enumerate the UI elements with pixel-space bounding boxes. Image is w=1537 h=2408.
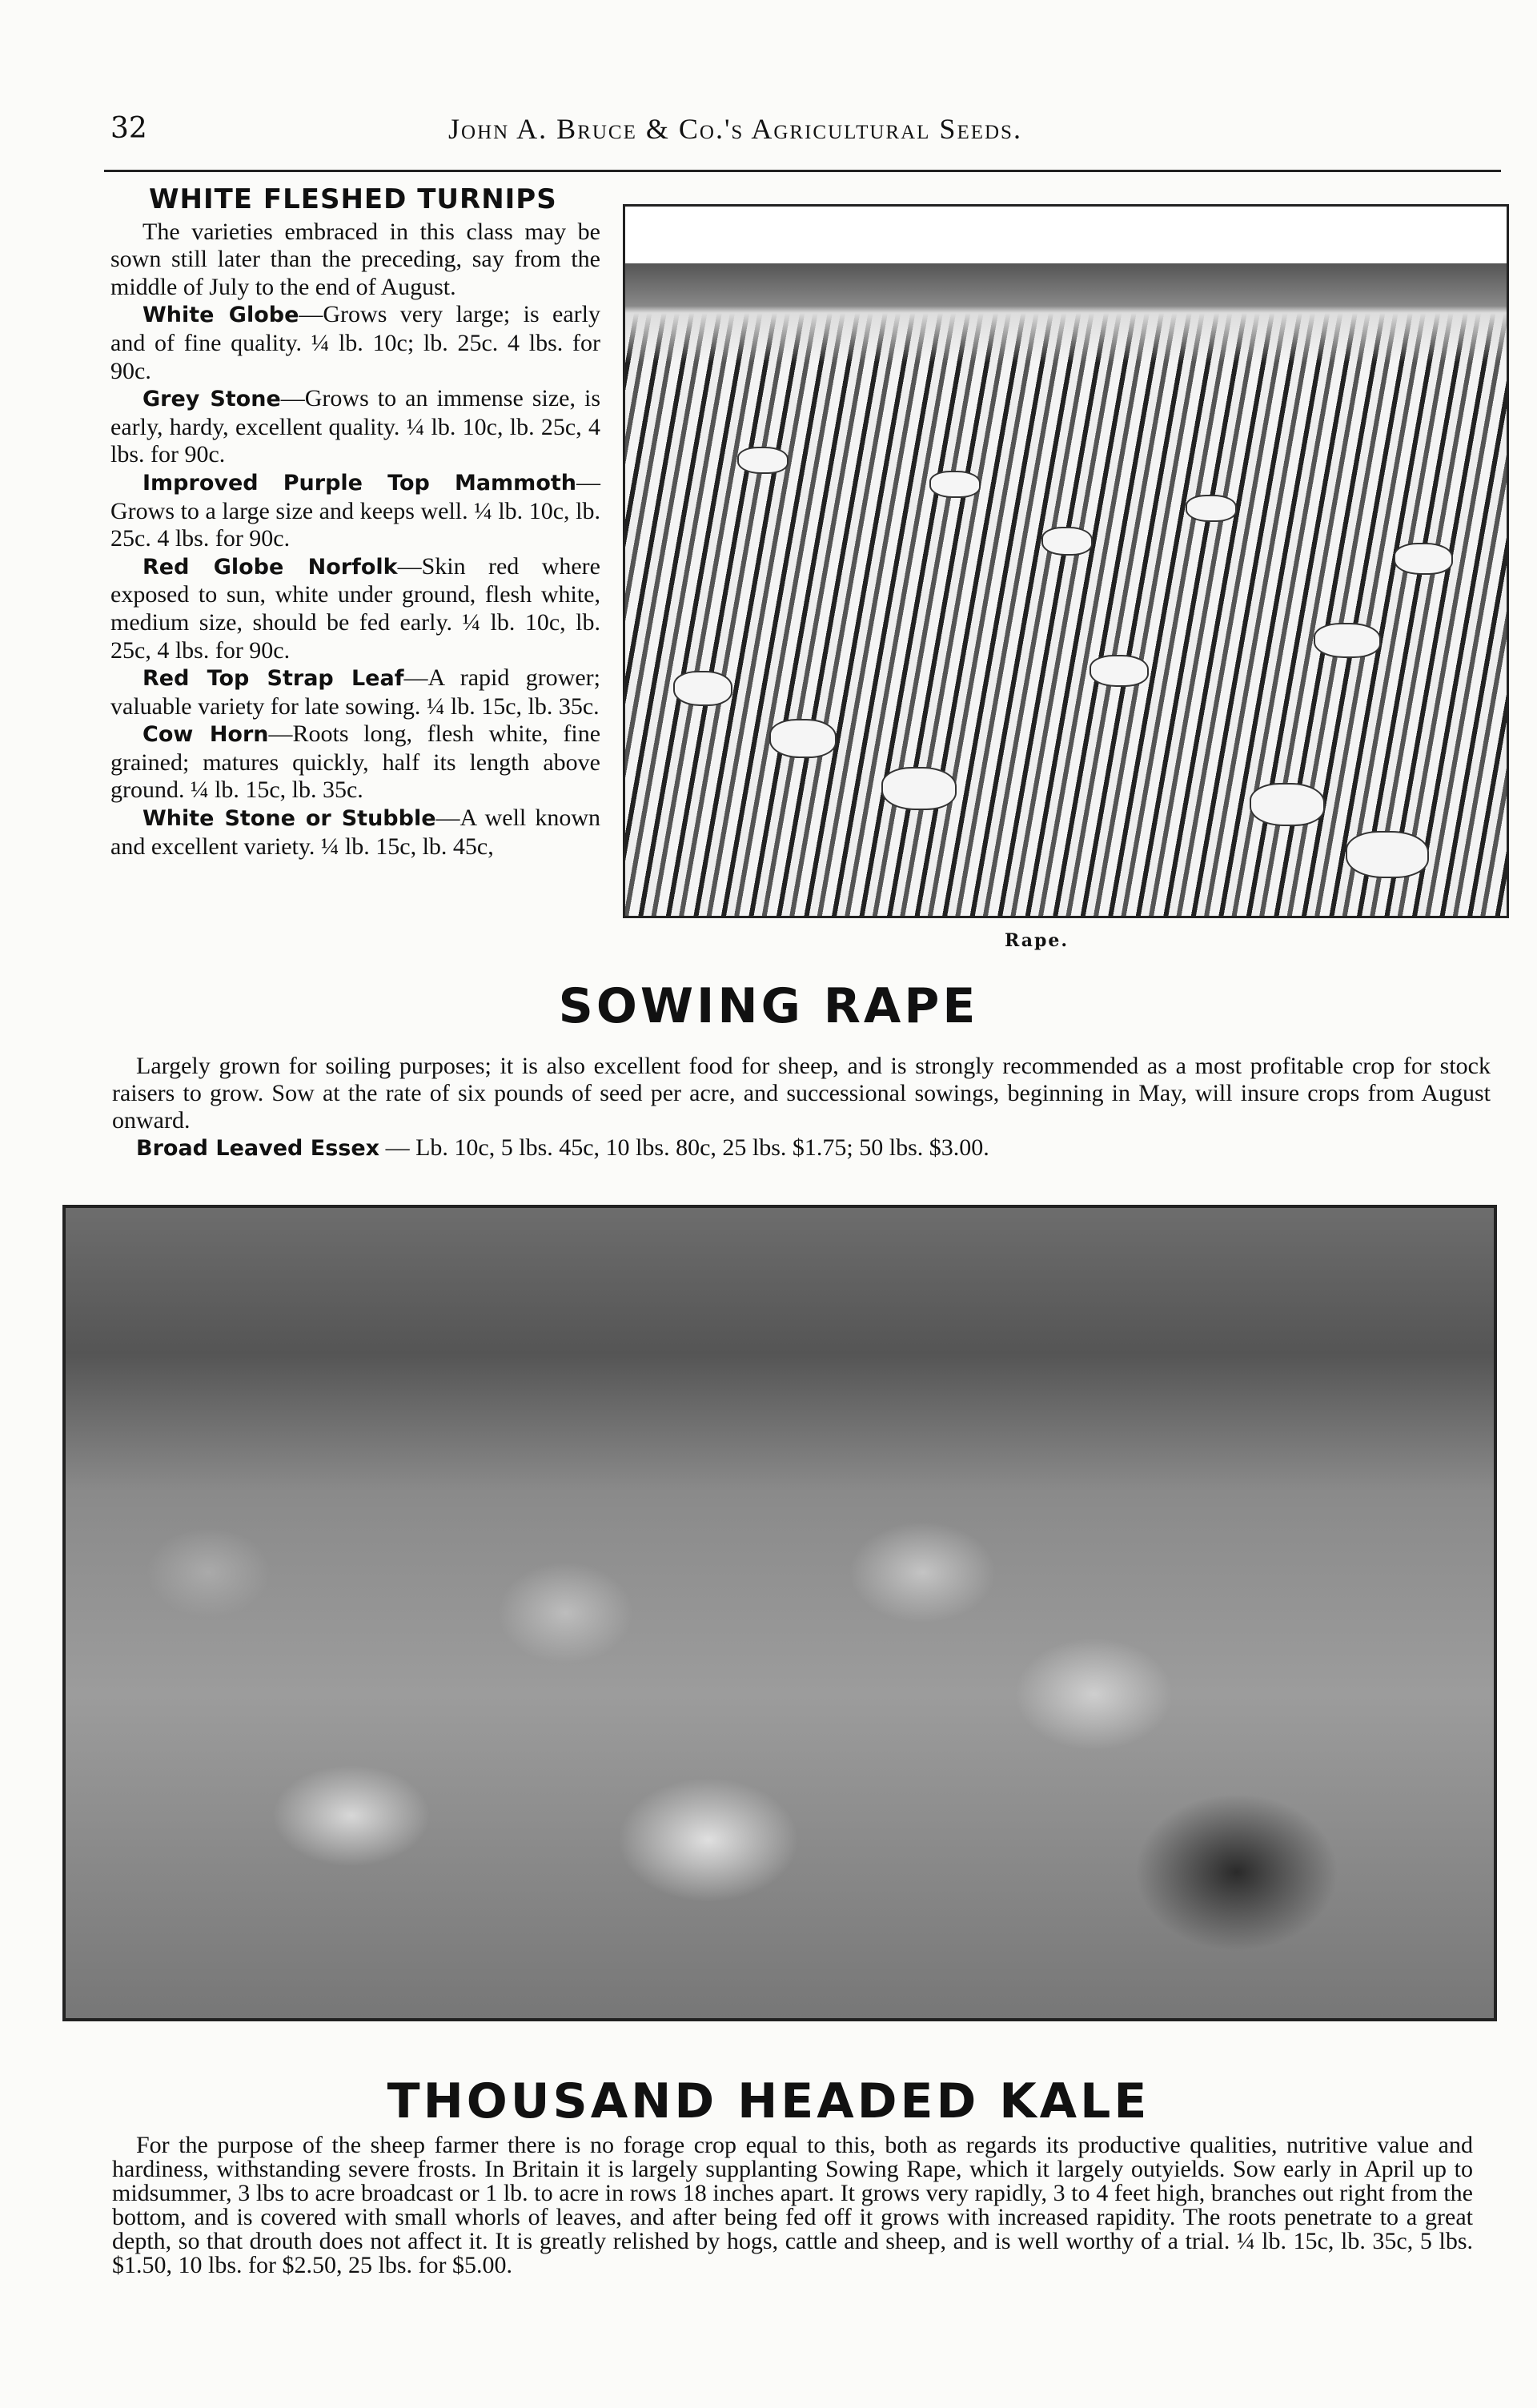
- kale-title: THOUSAND HEADED KALE: [387, 2073, 1150, 2129]
- variety-entry: Grey Stone—Grows to an immense size, is early, hardy, excellent quality. ¼ lb. 10c, lb. 25c, 4 lbs. for 90c.: [110, 385, 601, 468]
- kale-field-photo: [62, 1205, 1497, 2021]
- sheep-figure: [737, 447, 789, 474]
- sowing-rape-text: Largely grown for soiling purposes; it is also excellent food for sheep, and is strongly recommended as a most profitable crop for stock raisers to grow. Sow at the rate of six pounds of seed per acre, and successional sowings, beginning in May, will insure crops from August onward.: [112, 1053, 1491, 1134]
- turnips-title: WHITE FLESHED TURNIPS: [149, 183, 557, 215]
- variety-entry: Improved Purple Top Mammoth—Grows to a large size and keeps well. ¼ lb. 10c, lb. 25c. 4 lbs. for 90c.: [110, 468, 600, 552]
- kale-text: For the purpose of the sheep farmer there is no forage crop equal to this, both as regards its productive qualities, nutritive value and hardiness, withstanding severe frosts. In Britain it is largely supplanting Sowing Rape, which it largely outyields. Sow early in April up to midsummer, 3 lbs to acre broadcast or 1 lb. to acre in rows 18 inches apart. It grows very rapidly, 3 to 4 feet high, branches out right from the bottom, and is covered with small whorls of leaves, and after being fed off it grows with increased rapidity. The roots penetrate to a great depth, so that drouth does not affect it. It is greatly relished by hogs, cattle and sheep, and is well worthy of a trial. ¼ lb. 15c, lb. 35c, 5 lbs. $1.50, 10 lbs. for $2.50, 25 lbs. for $5.00.: [112, 2132, 1473, 2278]
- turnips-intro: The varieties embraced in this class may be sown still later than the preceding, say from the middle of July to the end of August.: [110, 218, 600, 300]
- sheep-figure: [1314, 623, 1381, 658]
- sheep-figure: [1041, 527, 1093, 556]
- kale-body: [112, 2133, 1473, 2278]
- rape-caption: Rape.: [1005, 930, 1069, 951]
- sowing-rape-title: SOWING RAPE: [558, 978, 979, 1034]
- variety-entry: Broad Leaved Essex — Lb. 10c, 5 lbs. 45c, 10 lbs. 80c, 25 lbs. $1.75; 50 lbs. $3.00.: [136, 1134, 989, 1161]
- variety-entry: White Stone or Stubble—A well known and excellent variety. ¼ lb. 15c, lb. 45c,: [110, 805, 600, 860]
- turnips-section: [110, 183, 601, 861]
- sheep-figure: [881, 767, 957, 810]
- page-number: 32: [110, 112, 147, 145]
- sheep-figure: [1250, 783, 1325, 826]
- header-rule: [104, 170, 1501, 172]
- variety-entry: Cow Horn—Roots long, flesh white, fine grained; matures quickly, half its length above ground. ¼ lb. 15c, lb. 35c.: [110, 720, 601, 804]
- sheep-figure: [769, 719, 837, 758]
- variety-entry: Red Top Strap Leaf—A rapid grower; valuable variety for late sowing. ¼ lb. 15c, lb. 35c.: [110, 664, 600, 720]
- rape-field-sheep-illustration: [623, 204, 1509, 918]
- running-title: John A. Bruce & Co.'s Agricultural Seeds.: [448, 113, 1022, 145]
- variety-entry: Red Globe Norfolk—Skin red where exposed to sun, white under ground, flesh white, medium size, should be fed early. ¼ lb. 10c, lb. 25c, 4 lbs. for 90c.: [110, 552, 600, 664]
- variety-entry: White Globe—Grows very large; is early and of fine quality. ¼ lb. 10c; lb. 25c. 4 lbs. for 90c.: [110, 301, 601, 384]
- sheep-figure: [1090, 655, 1149, 687]
- sowing-rape-body: [112, 1053, 1491, 1162]
- sheep-figure: [929, 471, 981, 498]
- sheep-figure: [673, 671, 732, 706]
- sheep-figure: [1346, 831, 1429, 878]
- sheep-figure: [1186, 495, 1237, 522]
- sheep-figure: [1394, 543, 1453, 575]
